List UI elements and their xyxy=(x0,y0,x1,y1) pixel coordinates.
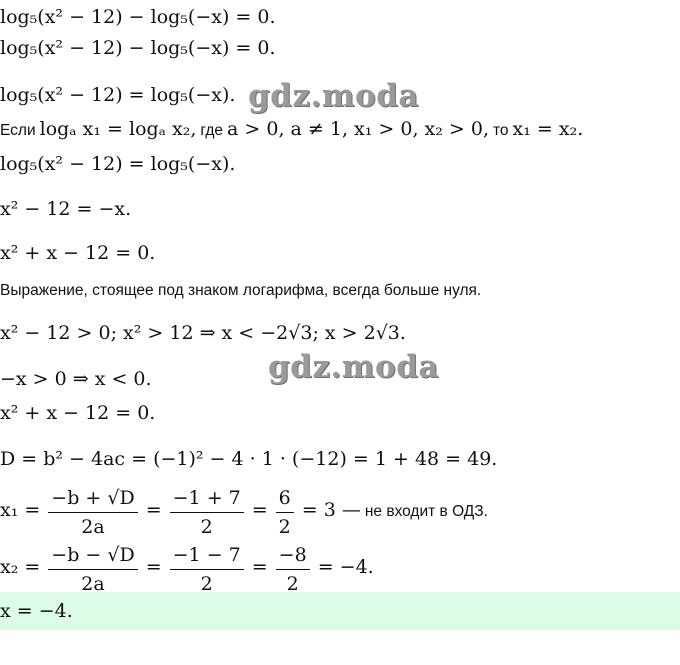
fraction xyxy=(276,487,294,538)
fraction-numerator: −b − √D xyxy=(48,544,137,570)
watermark: gdz.moda xyxy=(268,349,439,385)
rule-line xyxy=(0,118,583,141)
fraction-denominator: 2 xyxy=(200,573,213,592)
math-fragment: = 3 — xyxy=(301,499,361,522)
fraction xyxy=(170,544,244,592)
math-fragment: x₂ = xyxy=(0,556,41,579)
fraction xyxy=(48,544,137,592)
equation-line: x² − 12 > 0; x² > 12 ⇒ x < −2√3; x > 2√3. xyxy=(0,322,406,344)
fraction-denominator: 2 xyxy=(286,573,299,592)
answer-box xyxy=(0,592,680,630)
equation-line: x² − 12 = −x. xyxy=(0,198,132,220)
root-x1-line xyxy=(0,487,488,538)
text-fragment: то xyxy=(493,122,509,139)
fraction-numerator: −8 xyxy=(276,544,310,570)
text-fragment: Если xyxy=(0,122,36,139)
fraction-numerator: −1 − 7 xyxy=(170,544,244,570)
fraction-denominator: 2a xyxy=(81,516,105,538)
fraction-numerator: −1 + 7 xyxy=(170,487,244,513)
text-line: Выражение, стоящее под знаком логарифма, всегда больше нуля. xyxy=(0,282,482,299)
math-fragment: logₐ x₁ = logₐ x₂, xyxy=(39,118,197,140)
text-fragment: где xyxy=(200,122,224,139)
text-fragment: не входит в ОДЗ. xyxy=(364,503,488,521)
fraction xyxy=(276,544,310,592)
equation-line: −x > 0 ⇒ x < 0. xyxy=(0,368,152,390)
watermark: gdz.moda xyxy=(248,78,419,114)
math-fragment: x₁ = xyxy=(0,499,41,522)
math-fragment: x₁ = x₂. xyxy=(512,118,584,140)
fraction-numerator: 6 xyxy=(276,487,294,513)
equation-line: log₅(x² − 12) = log₅(−x). xyxy=(0,153,236,175)
equation-line: D = b² − 4ac = (−1)² − 4 · 1 · (−12) = 1 + 48 = 49. xyxy=(0,448,498,470)
fraction-denominator: 2 xyxy=(278,516,291,538)
root-x2-line xyxy=(0,544,374,592)
math-fragment: = xyxy=(251,499,268,522)
answer-text: x = −4. xyxy=(0,600,73,622)
math-fragment: = xyxy=(145,499,162,522)
equation-line: x² + x − 12 = 0. xyxy=(0,242,156,264)
equation-line: x² + x − 12 = 0. xyxy=(0,402,156,424)
math-fragment: = xyxy=(251,556,268,579)
fraction-numerator: −b + √D xyxy=(48,487,137,513)
equation-line: log₅(x² − 12) − log₅(−x) = 0. xyxy=(0,6,276,28)
fraction-denominator: 2 xyxy=(200,516,213,538)
math-fragment: = xyxy=(145,556,162,579)
equation-line: log₅(x² − 12) = log₅(−x). xyxy=(0,84,236,106)
fraction xyxy=(170,487,244,538)
math-fragment: = −4. xyxy=(317,556,374,579)
math-fragment: a > 0, a ≠ 1, x₁ > 0, x₂ > 0, xyxy=(227,118,489,140)
equation-line: log₅(x² − 12) − log₅(−x) = 0. xyxy=(0,37,276,59)
fraction xyxy=(48,487,137,538)
fraction-denominator: 2a xyxy=(81,573,105,592)
